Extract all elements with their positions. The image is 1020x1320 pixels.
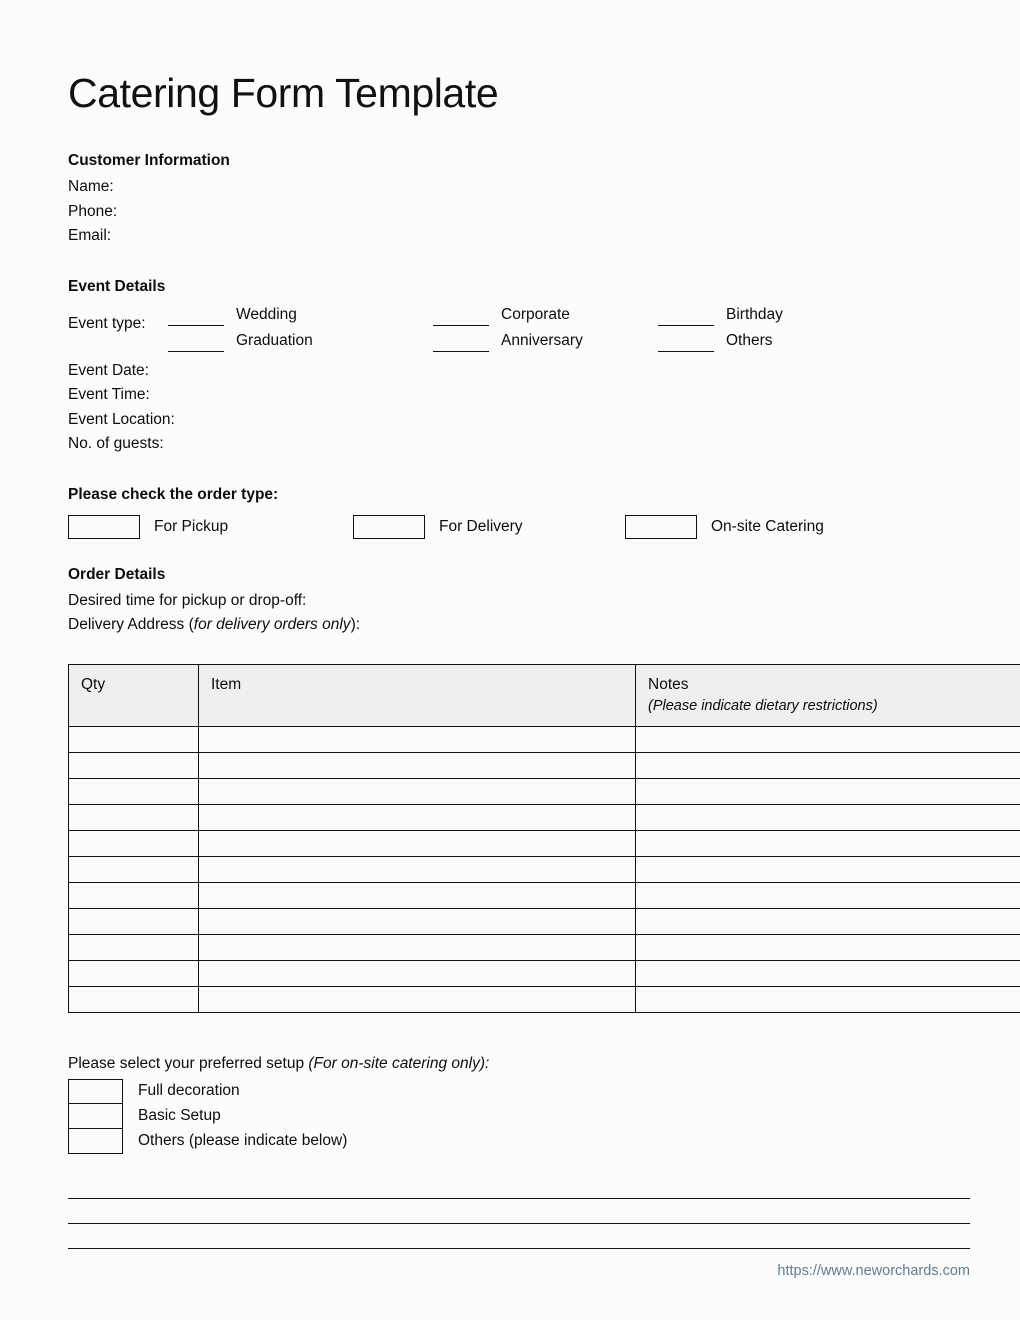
table-cell-qty[interactable] <box>69 909 199 935</box>
table-header-row <box>69 664 1020 727</box>
event-type-option-label: Corporate <box>501 305 570 323</box>
table-cell-item[interactable] <box>199 909 636 935</box>
table-body <box>69 727 1020 1013</box>
table-cell-item[interactable] <box>199 961 636 987</box>
table-row[interactable] <box>69 779 1020 805</box>
table-cell-qty[interactable] <box>69 883 199 909</box>
column-header-notes <box>636 664 1020 727</box>
event-type-option-others[interactable] <box>658 329 948 355</box>
table-cell-qty[interactable] <box>69 961 199 987</box>
customer-information-section <box>68 149 960 248</box>
event-type-label: Event type: <box>68 314 146 332</box>
table-cell-qty[interactable] <box>69 935 199 961</box>
table-row[interactable] <box>69 987 1020 1013</box>
table-cell-notes[interactable] <box>636 779 1020 805</box>
spacer <box>68 549 960 563</box>
event-type-option-wedding[interactable] <box>168 303 458 329</box>
setup-prompt-note: (For on-site catering only): <box>308 1055 490 1073</box>
delivery-address-prefix: Delivery Address ( <box>68 616 194 634</box>
table-cell-item[interactable] <box>199 857 636 883</box>
page-title: Catering Form Template <box>68 70 499 116</box>
event-type-option-birthday[interactable] <box>658 303 948 329</box>
order-type-option-label: For Delivery <box>439 517 523 535</box>
table-row[interactable] <box>69 831 1020 857</box>
event-type-column-1 <box>168 303 458 355</box>
field-label-event-time: Event Time: <box>68 386 150 404</box>
setup-option-label: Basic Setup <box>138 1107 221 1125</box>
table-cell-qty[interactable] <box>69 987 199 1013</box>
table-cell-notes[interactable] <box>636 727 1020 753</box>
field-label-name: Name: <box>68 178 114 196</box>
field-label-delivery-address <box>68 613 960 637</box>
event-type-option-label: Birthday <box>726 305 783 323</box>
setup-prompt-prefix: Please select your preferred setup <box>68 1055 309 1073</box>
table-cell-item[interactable] <box>199 805 636 831</box>
table-cell-item[interactable] <box>199 831 636 857</box>
table-row[interactable] <box>69 857 1020 883</box>
field-label-phone: Phone: <box>68 202 118 220</box>
order-items-table <box>68 664 1020 1014</box>
setup-option-label: Full decoration <box>138 1082 240 1100</box>
setup-selection-section <box>68 1055 960 1154</box>
table-cell-notes[interactable] <box>636 831 1020 857</box>
footer-rule-line <box>68 1248 970 1249</box>
event-details-section <box>68 275 960 457</box>
footer-rule-line <box>68 1223 970 1224</box>
setup-option-others[interactable] <box>68 1129 960 1154</box>
table-cell-item[interactable] <box>199 987 636 1013</box>
blank-line-icon[interactable] <box>433 325 489 326</box>
event-type-option-label: Graduation <box>236 331 313 349</box>
field-label-guest-count: No. of guests: <box>68 435 164 453</box>
document-body <box>68 70 970 1280</box>
table-cell-notes[interactable] <box>636 753 1020 779</box>
table-head <box>69 664 1020 727</box>
table-cell-notes[interactable] <box>636 909 1020 935</box>
checkbox-icon[interactable] <box>353 515 425 539</box>
table-cell-item[interactable] <box>199 935 636 961</box>
table-row[interactable] <box>69 753 1020 779</box>
table-cell-qty[interactable] <box>69 753 199 779</box>
order-details-section <box>68 563 960 638</box>
column-header-item: Item <box>199 664 636 727</box>
event-type-column-3 <box>658 303 948 355</box>
order-type-options <box>68 515 960 549</box>
table-cell-item[interactable] <box>199 883 636 909</box>
table-cell-qty[interactable] <box>69 857 199 883</box>
order-type-option-label: For Pickup <box>154 517 229 535</box>
table-row[interactable] <box>69 935 1020 961</box>
checkbox-icon[interactable] <box>68 1104 123 1129</box>
footer-write-in-lines <box>68 1198 960 1249</box>
column-header-notes-label: Notes <box>648 675 689 693</box>
setup-option-label: Others (please indicate below) <box>138 1132 348 1150</box>
setup-prompt <box>68 1055 960 1073</box>
delivery-address-suffix: ): <box>350 616 361 634</box>
setup-option-basic-setup[interactable] <box>68 1104 960 1129</box>
table-cell-notes[interactable] <box>636 883 1020 909</box>
delivery-address-note: for delivery orders only <box>193 616 351 634</box>
event-details-heading: Event Details <box>68 277 166 295</box>
order-type-heading: Please check the order type: <box>68 485 279 503</box>
table-row[interactable] <box>69 805 1020 831</box>
blank-line-icon[interactable] <box>433 351 489 352</box>
order-details-heading: Order Details <box>68 565 166 583</box>
table-cell-qty[interactable] <box>69 805 199 831</box>
field-label-event-date: Event Date: <box>68 361 149 379</box>
customer-information-heading: Customer Information <box>68 152 230 170</box>
spacer <box>68 249 960 275</box>
table-cell-notes[interactable] <box>636 935 1020 961</box>
site-url: https://www.neworchards.com <box>777 1263 970 1280</box>
table-row[interactable] <box>69 909 1020 935</box>
event-type-group <box>68 303 960 359</box>
order-type-option-delivery[interactable] <box>353 515 523 539</box>
order-type-option-label: On-site Catering <box>711 517 824 535</box>
footer-rule-line <box>68 1198 970 1199</box>
setup-option-full-decoration[interactable] <box>68 1079 960 1104</box>
table-row[interactable] <box>69 883 1020 909</box>
table-cell-notes[interactable] <box>636 987 1020 1013</box>
setup-options <box>68 1079 960 1154</box>
blank-line-icon[interactable] <box>658 351 714 352</box>
table-cell-qty[interactable] <box>69 831 199 857</box>
field-label-email: Email: <box>68 227 112 245</box>
field-label-desired-time: Desired time for pickup or drop-off: <box>68 591 307 609</box>
blank-line-icon[interactable] <box>168 325 224 326</box>
order-type-section <box>68 483 960 549</box>
checkbox-icon[interactable] <box>68 1079 123 1104</box>
table-cell-item[interactable] <box>199 779 636 805</box>
blank-line-icon[interactable] <box>168 351 224 352</box>
event-type-option-label: Others <box>726 331 773 349</box>
field-label-event-location: Event Location: <box>68 410 175 428</box>
column-header-qty: Qty <box>69 664 199 727</box>
order-type-option-onsite[interactable] <box>625 515 824 539</box>
event-type-option-graduation[interactable] <box>168 329 458 355</box>
order-type-option-pickup[interactable] <box>68 515 228 539</box>
table-cell-notes[interactable] <box>636 857 1020 883</box>
table-cell-notes[interactable] <box>636 961 1020 987</box>
table-cell-notes[interactable] <box>636 805 1020 831</box>
table-row[interactable] <box>69 961 1020 987</box>
event-type-option-label: Anniversary <box>501 331 583 349</box>
checkbox-icon[interactable] <box>625 515 697 539</box>
table-row[interactable] <box>69 727 1020 753</box>
checkbox-icon[interactable] <box>68 515 140 539</box>
spacer <box>68 457 960 483</box>
column-header-notes-sub: (Please indicate dietary restrictions) <box>648 697 878 714</box>
table-cell-item[interactable] <box>199 727 636 753</box>
table-cell-qty[interactable] <box>69 727 199 753</box>
table-cell-qty[interactable] <box>69 779 199 805</box>
event-type-option-label: Wedding <box>236 305 297 323</box>
table-cell-item[interactable] <box>199 753 636 779</box>
checkbox-icon[interactable] <box>68 1129 123 1154</box>
blank-line-icon[interactable] <box>658 325 714 326</box>
